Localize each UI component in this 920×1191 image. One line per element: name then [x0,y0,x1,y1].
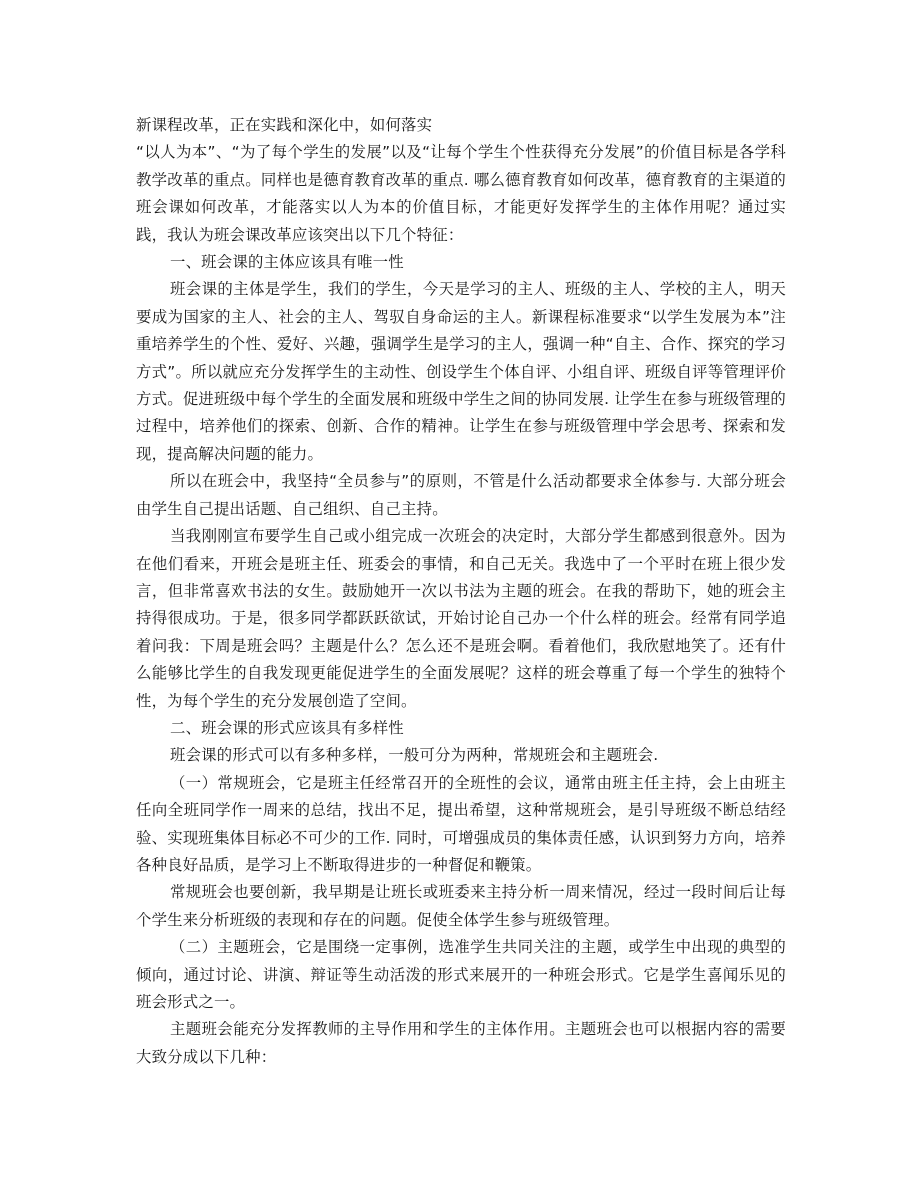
subsection-paragraph-1: （一）常规班会，它是班主任经常召开的全班性的会议，通常由班主任主持，会上由班主任向全班同学作一周来的总结，找出不足，提出希望，这种常规班会，是引导班级不断总结经验、实现班集体目标必不可少的工作. 同时，可增强成员的集体责任感，认识到努力方向，培养各种良好品质，是学习上不断取得进步的一种督促和鞭策。 [136,773,786,874]
body-paragraph: 所以在班会中，我坚持“全员参与”的原则，不管是什么活动都要求全体参与. 大部分班会由学生自己提出话题、自己组织、自己主持。 [136,472,786,518]
body-paragraph: 班会课的形式可以有多种多样，一般可分为两种，常规班会和主题班会. [170,746,659,765]
body-paragraph: 主题班会能充分发挥教师的主导作用和学生的主体作用。主题班会也可以根据内容的需要大致分成以下几种： [136,1020,786,1066]
section-heading-1: 一、班会课的主体应该具有唯一性 [170,253,404,272]
body-paragraph: 当我刚刚宣布要学生自己或小组完成一次班会的决定时，大部分学生都感到很意外。因为在他们看来，开班会是班主任、班委会的事情，和自己无关。我选中了一个平时在班上很少发言，但非常喜欢书法的女生。鼓励她开一次以书法为主题的班会。在我的帮助下，她的班会主持得很成功。于是，很多同学都跃跃欲试，开始讨论自己办一个什么样的班会。经常有同学追着问我：下周是班会吗？主题是什么？怎么还不是班会啊。看着他们，我欣慰地笑了。还有什么能够比学生的自我发现更能促进学生的全面发展呢？这样的班会尊重了每一个学生的独特个性，为每个学生的充分发展创造了空间。 [136,527,786,710]
intro-line: 新课程改革，正在实践和深化中，如何落实 [136,116,433,134]
body-paragraph: 常规班会也要创新，我早期是让班长或班委来主持分析一周来情况，经过一段时间后让每个学生来分析班级的表现和存在的问题。促使全体学生参与班级管理。 [136,883,786,929]
intro-paragraph: “以人为本”、“为了每个学生的发展”以及“让每个学生个性获得充分发展”的价值目标是各学科教学改革的重点。同样也是德育教育改革的重点. 哪么德育教育如何改革，德育教育的主渠道的班会课如何改革，才能落实以人为本的价值目标，才能更好发挥学生的主体作用呢？通过实践，我认为班会课改革应该突出以下几个特征： [136,143,786,244]
subsection-paragraph-2: （二）主题班会，它是围绕一定事例，选准学生共同关注的主题，或学生中出现的典型的倾向，通过讨论、讲演、辩证等生动活泼的形式来展开的一种班会形式。它是学生喜闻乐见的班会形式之一。 [136,938,786,1011]
body-paragraph: 班会课的主体是学生，我们的学生，今天是学习的主人、班级的主人、学校的主人，明天要成为国家的主人、社会的主人、驾驭自身命运的主人。新课程标准要求“以学生发展为本”注重培养学生的个性、爱好、兴趣，强调学生是学习的主人，强调一种“自主、合作、探究的学习方式”。所以就应充分发挥学生的主动性、创设学生个体自评、小组自评、班级自评等管理评价方式。促进班级中每个学生的全面发展和班级中学生之间的协同发展. 让学生在参与班级管理的过程中，培养他们的探索、创新、合作的精神。让学生在参与班级管理中学会思考、探索和发现，提高解决问题的能力。 [136,280,786,463]
section-heading-2: 二、班会课的形式应该具有多样性 [170,718,404,737]
document-body [136,112,786,1071]
